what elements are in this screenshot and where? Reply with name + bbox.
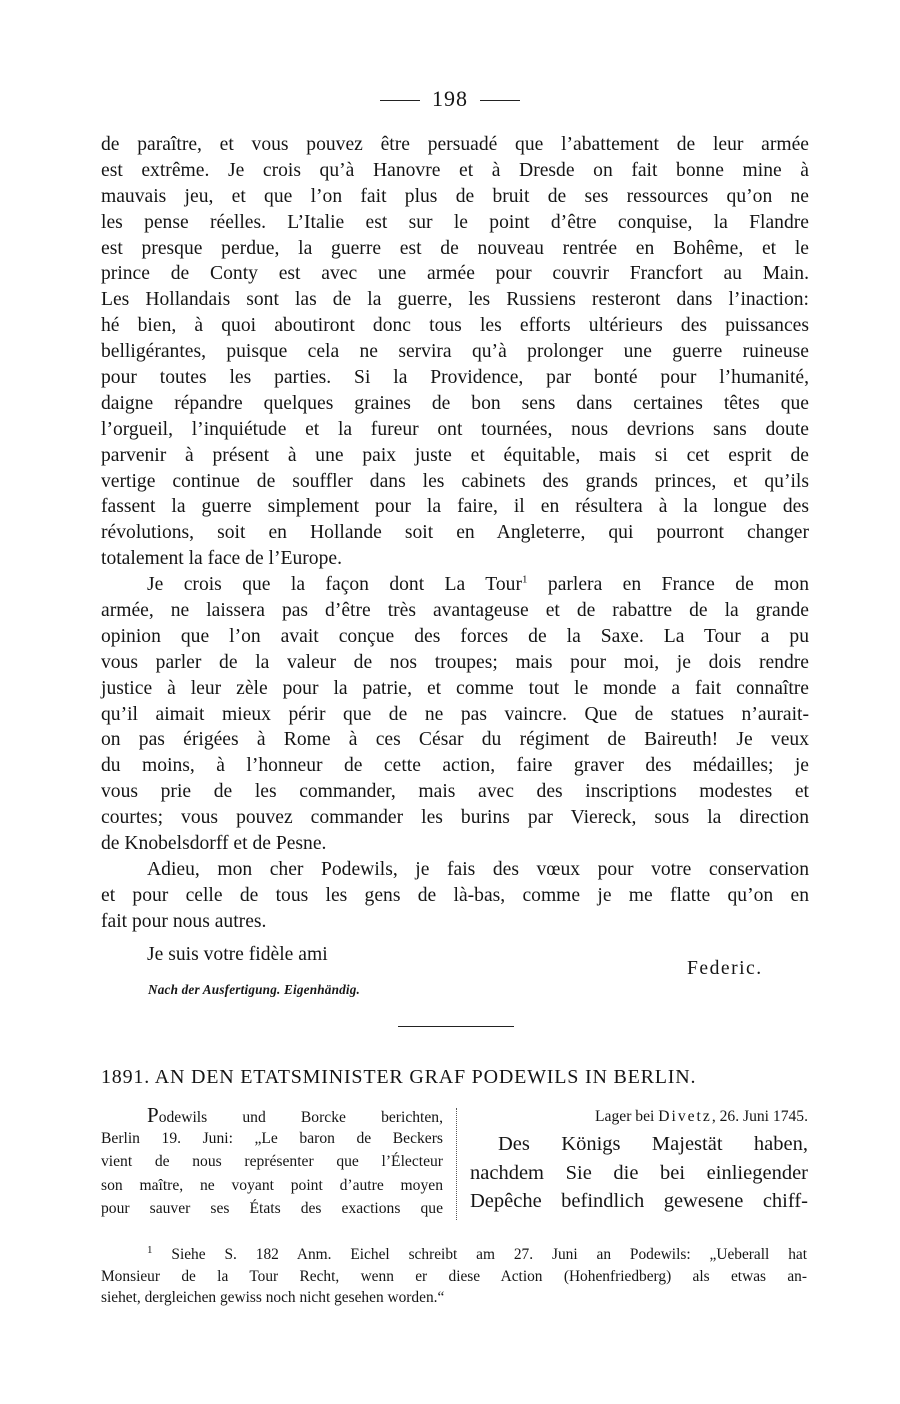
text-line: qu’il aimait mieux périr que de ne pas vaincre. Que de statues n’aurait- [101,703,809,725]
letter-line: Depêche befindlich gewesene chiff- [470,1190,808,1212]
footnote-number: 1 [147,1243,153,1256]
text-line: armée, ne laissera pas d’être très avantageuse et de rabattre de la grande [101,600,809,622]
signature: Federic. [687,958,763,979]
text-fragment: Siehe S. 182 Anm. Eichel schreibt am 27. Juni an Podewils: „Ueberall hat [171,1246,807,1263]
footnote-line [101,1244,807,1266]
text-line: vertige continue de souffler dans les cabinets des grands princes, et qu’ils [101,470,809,492]
dateline-place: Divetz [658,1108,712,1125]
summary-line: vient de nous représenter que l’Électeur [101,1153,443,1171]
text-line: fassent la guerre simplement pour la faire, il en résultera à la longue des [101,496,809,518]
text-fragment: odewils und Borcke berichten, [158,1109,443,1126]
text-fragment: Je crois que la façon dont La Tour [147,574,522,596]
text-line: de Knobelsdorff et de Pesne. [101,833,327,855]
footnote-marker: 1 [522,573,528,586]
text-line: parvenir à présent à une paix juste et équitable, mais si cet esprit de [101,444,809,466]
header-dash-left [380,100,420,101]
section-divider [398,1026,514,1027]
right-column-letter [470,1104,808,1216]
text-line: est extrême. Je crois qu’à Hanovre et à Dresde on fait bonne mine à [101,159,809,181]
text-line: les pense réelles. L’Italie est sur le point d’être conquise, la Flandre [101,211,809,233]
paragraph-2-first-line [101,572,809,598]
text-line: de paraître, et vous pouvez être persuadé que l’abattement de leur armée [101,134,809,155]
text-fragment: parlera en France de mon [527,574,809,596]
text-line: est presque perdue, la guerre est de nouveau rentrée en Bohême, et le [101,237,809,259]
text-line: et pour celle de tous les gens de là-bas, comme je me flatte qu’on en [101,884,809,906]
text-line: belligérantes, puisque cela ne servira qu’à prolonger une guerre ruineuse [101,341,809,363]
text-line: du moins, à l’honneur de cette action, faire graver des médailles; je [101,755,809,777]
closing-phrase: Je suis votre fidèle ami [147,944,328,965]
document-heading: 1891. AN DEN ETATSMINISTER GRAF PODEWILS IN BERLIN. [101,1066,697,1088]
text-line: fait pour nous autres. [101,910,267,932]
dateline [470,1104,808,1130]
letter-line: nachdem Sie die bei einliegender [470,1161,808,1184]
footnote-line: siehet, dergleichen gewiss noch nicht gesehen worden.“ [101,1289,445,1306]
text-line: justice à leur zèle pour la patrie, et comme tout le monde a fait connaître [101,677,809,699]
column-divider [456,1108,457,1220]
dateline-suffix: , 26. Juni 1745. [711,1108,808,1125]
left-column-summary [101,1104,443,1220]
text-line: révolutions, soit en Hollande soit en Angleterre, qui pourront changer [101,522,809,544]
summary-first-line [101,1104,443,1127]
text-line: daigne répandre quelques graines de bon sens dans certaines têtes que [101,392,809,414]
summary-line: Berlin 19. Juni: „Le baron de Beckers [101,1130,443,1148]
text-line: hé bien, à quoi aboutiront donc tous les efforts ultérieurs des puissances [101,315,809,337]
text-line: mauvais jeu, et que l’on fait plus de bruit de ses ressources qu’on ne [101,185,809,207]
source-note: Nach der Ausfertigung. Eigenhändig. [148,982,361,997]
text-line: l’orgueil, l’inquiétude et la fureur ont tournées, nous devrions sans doute [101,418,809,440]
text-line: prince de Conty est avec une armée pour couvrir Francfort au Main. [101,263,809,285]
letter-body [101,132,809,935]
page-number: 198 [432,86,468,111]
summary-line: son maître, ne voyant point d’autre moyen [101,1176,443,1194]
footnote [101,1244,807,1309]
dateline-prefix: Lager bei [595,1108,659,1125]
drop-initial: P [147,1103,159,1127]
text-line: totalement la face de l’Europe. [101,548,342,570]
text-line: Les Hollandais sont las de la guerre, les Russiens resteront dans l’inaction: [101,289,809,311]
footnote-line: Monsieur de la Tour Recht, wenn er diese Action (Hohenfriedberg) als etwas an- [101,1267,807,1285]
text-line: courtes; vous pouvez commander les burins par Viereck, sous la direction [101,807,809,829]
text-line: Adieu, mon cher Podewils, je fais des vœux pour votre conservation [147,858,809,880]
text-line: vous parler de la valeur de nos troupes; mais pour moi, je dois rendre [101,651,809,673]
text-line: vous prie de les commander, mais avec des inscriptions modestes et [101,781,809,803]
summary-line: pour sauver ses États des exactions que [101,1199,443,1217]
text-line: on pas érigées à Rome à ces César du régiment de Baireuth! Je veux [101,729,809,751]
text-line: pour toutes les parties. Si la Providence, par bonté pour l’humanité, [101,367,809,389]
text-line: opinion que l’on avait conçue des forces de la Saxe. La Tour a pu [101,625,809,647]
header-dash-right [480,100,520,101]
letter-line: Des Königs Majestät haben, [498,1133,808,1155]
page-header [0,86,900,112]
